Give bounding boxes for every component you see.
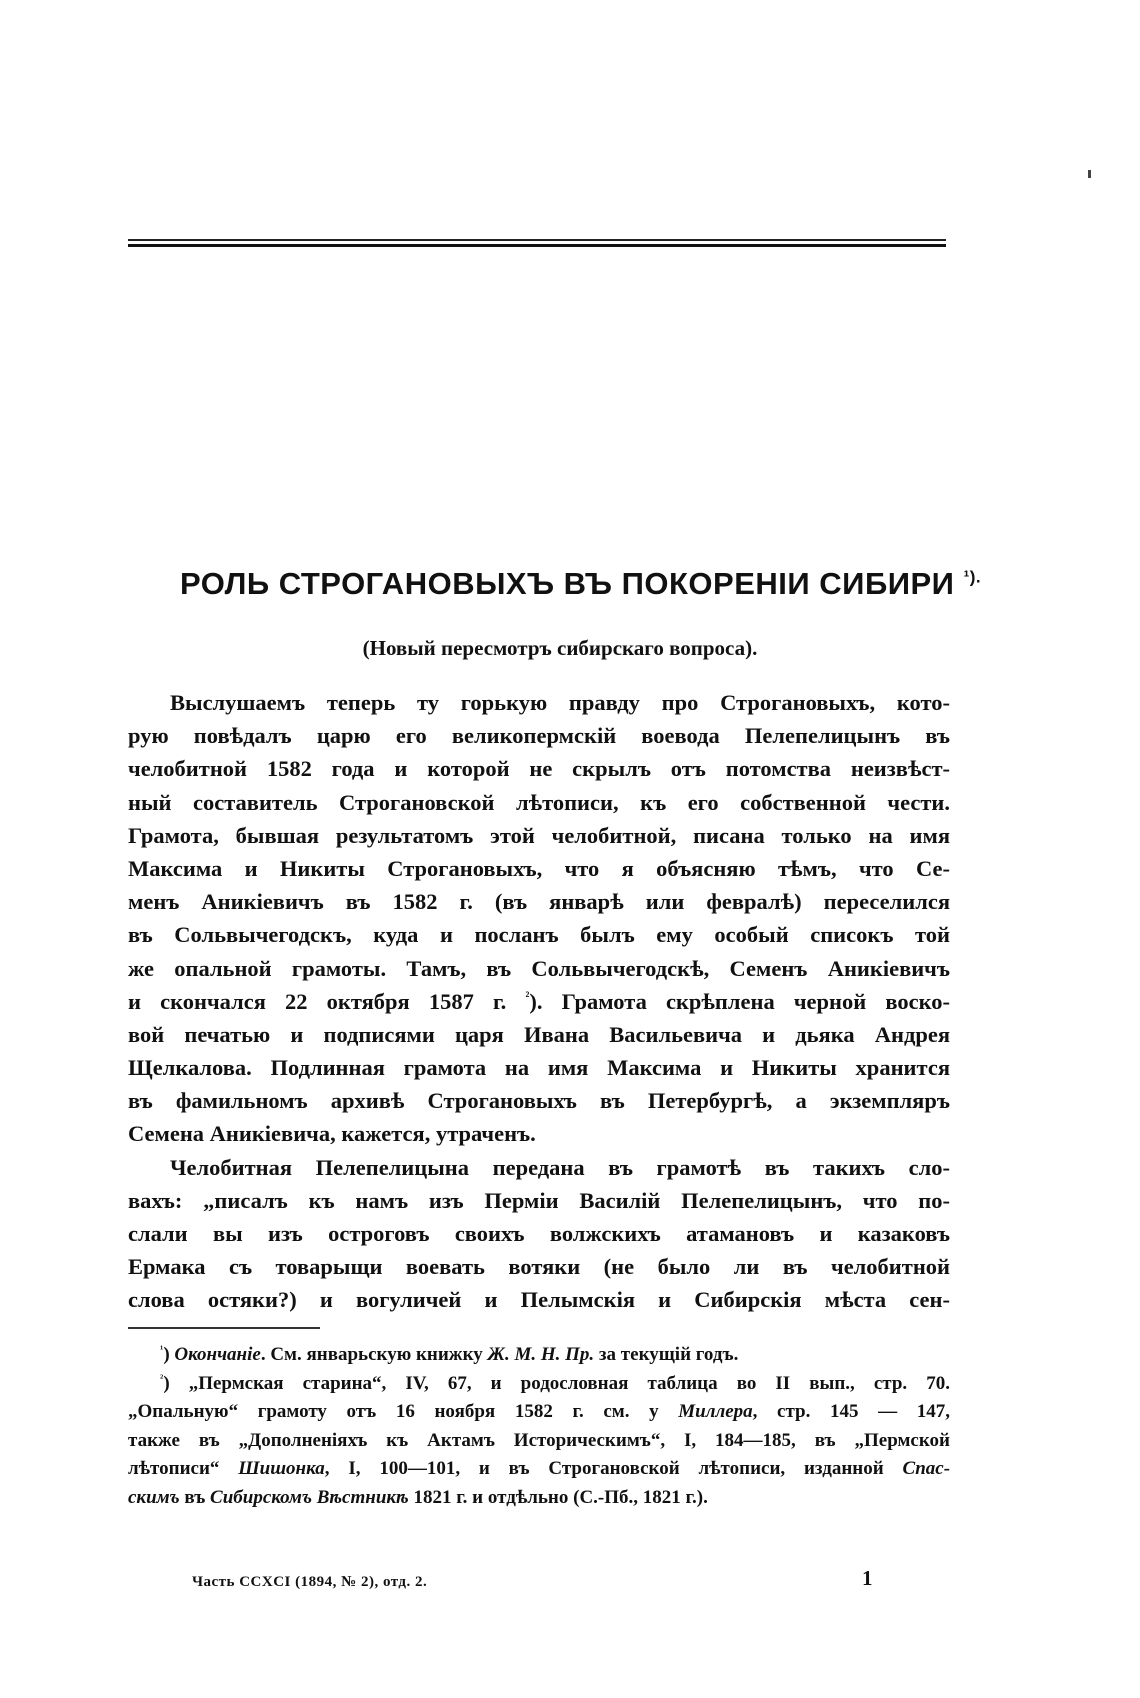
body-line: въ фамильномъ архивѣ Строгановыхъ въ Петербургѣ, а экземпляръ [128,1088,950,1114]
body-line: Грамота, бывшая результатомъ этой челобитной, писана только на имя [128,822,950,848]
body-line: же опальной грамоты. Тамъ, въ Сольвычегодскѣ, Семенъ Аникіевичъ [128,955,950,981]
body-line: рую повѣдалъ царю его великопермскій воевода Пелепелицынъ въ [128,723,950,749]
signature-mark: Часть CCXCI (1894, № 2), отд. 2. [192,1574,428,1590]
footnote-2-line: лѣтописи“ Шишонка, I, 100—101, и въ Строгановской лѣтописи, изданной Спас- [128,1458,951,1479]
title-footnote-mark: ¹). [963,567,982,587]
top-double-rule [128,236,946,248]
footnote-2-line: „Опальную“ грамоту отъ 16 ноября 1582 г. см. у Миллера, стр. 145 — 147, [128,1401,950,1422]
body-line: Семена Аникіевича, кажется, утраченъ. [128,1121,536,1147]
body-line: Максима и Никиты Строгановыхъ, что я объясняю тѣмъ, что Се- [128,855,950,881]
footnotes [128,1341,950,1512]
footnote-2-line: также въ „Дополненіяхъ къ Актамъ Историческимъ“, I, 184—185, въ „Пермской [128,1429,950,1451]
footnote-2-line: $^{^2}$) „Пермская старина“, IV, 67, и родословная таблица во II вып., стр. 70. [160,1372,950,1394]
body-line: и скончался 22 октября 1587 г. $^{^2}$). Грамота скрѣплена черной воско- [128,988,950,1014]
body-line: въ Сольвычегодскъ, куда и посланъ былъ ему особый списокъ той [128,922,950,948]
article-body [128,686,950,1317]
footnote-2-line: скимъ въ Сибирскомъ Вѣстникѣ 1821 г. и отдѣльно (С.-Пб., 1821 г.). [128,1486,708,1508]
footnote-ref: ² [525,988,530,1004]
body-line: Ермака съ товарыщи воевать вотяки (не было ли въ челобитной [128,1254,950,1280]
body-line: Челобитная Пелепелицына передана въ грамотѣ въ такихъ сло- [170,1154,950,1180]
article-subtitle: (Новый пересмотръ сибирскаго вопроса). [362,636,758,660]
body-line: вахъ: „писалъ къ намъ изъ Перміи Василій Пелепелицынъ, что по- [128,1187,950,1213]
body-line: слова остяки?) и вогуличей и Пелымскія и Сибирскія мѣста сен- [128,1287,950,1313]
title-text: РОЛЬ СТРОГАНОВЫХЪ ВЪ ПОКОРЕНІИ СИБИРИ [180,566,955,601]
body-line: ный составитель Строгановской лѣтописи, къ его собственной чести. [128,789,950,815]
body-line: вой печатью и подписями царя Ивана Васильевича и дьяка Андрея [128,1021,950,1047]
body-line: челобитной 1582 года и которой не скрылъ отъ потомства неизвѣст- [128,756,950,782]
body-line: Выслушаемъ теперь ту горькую правду про Строгановыхъ, кото- [170,690,950,715]
page-number: 1 [862,1566,873,1590]
body-line: Щелкалова. Подлинная грамота на имя Максима и Никиты хранится [128,1055,950,1081]
footnote-1: $^{^1}$) Окончаніе. См. январьскую книжку Ж. М. Н. Пр. за текущій годъ. [160,1343,739,1365]
body-line: менъ Аникіевичъ въ 1582 г. (въ январѣ или февралѣ) переселился [128,889,950,915]
article-title [180,566,982,602]
speck-mark [1088,170,1091,178]
footnote-separator [128,1327,320,1329]
body-line: слали вы изъ остроговъ своихъ волжскихъ атамановъ и казаковъ [128,1221,950,1246]
